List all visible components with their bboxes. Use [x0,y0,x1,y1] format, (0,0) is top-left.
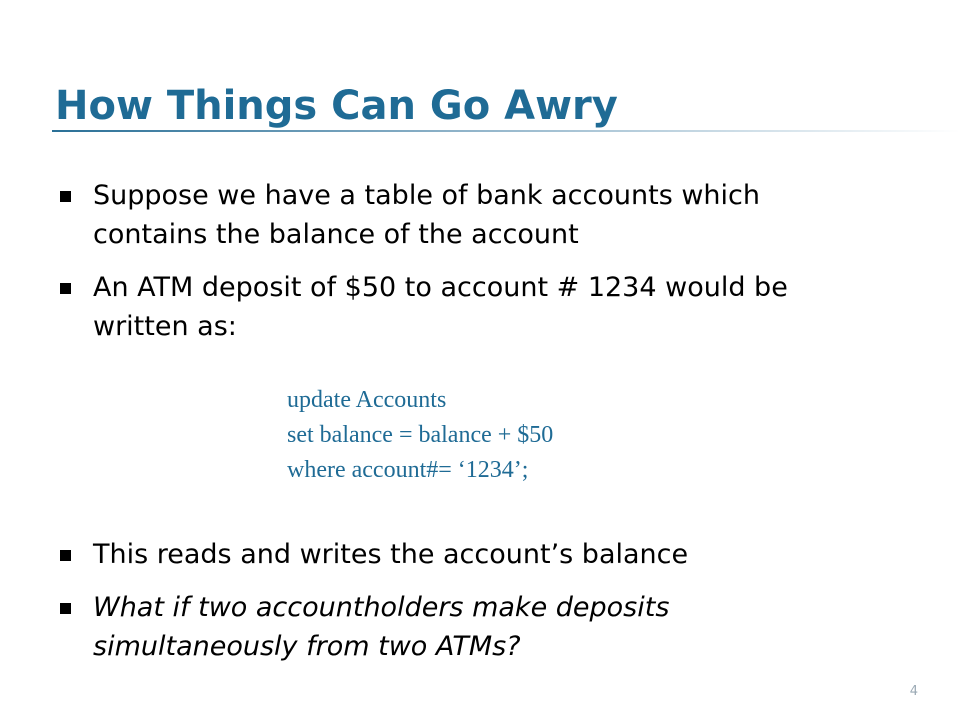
square-bullet-icon [60,191,71,202]
sql-code-block [287,383,553,488]
title-underline [52,130,960,132]
bullet-text: An ATM deposit of $50 to account # 1234 would be written as: [93,272,788,342]
bullet-item [60,535,860,574]
bullet-text: This reads and writes the account’s balance [93,539,689,570]
slide-title: How Things Can Go Awry [55,83,618,129]
square-bullet-icon [60,550,71,561]
code-line: where account#= ‘1234’; [287,457,529,483]
bullet-item [60,176,860,254]
bullet-item [60,268,860,346]
square-bullet-icon [60,283,71,294]
page-number: 4 [909,684,918,699]
square-bullet-icon [60,603,71,614]
code-line: update Accounts [287,387,447,413]
bullet-list-bottom [60,535,860,680]
bullet-text: Suppose we have a table of bank accounts which contains the balance of the account [93,180,760,250]
code-line: set balance = balance + $50 [287,422,554,448]
bullet-text-italic: What if two accountholders make deposits simultaneously from two ATMs? [93,592,670,662]
bullet-list-top [60,176,860,360]
bullet-item [60,588,860,666]
